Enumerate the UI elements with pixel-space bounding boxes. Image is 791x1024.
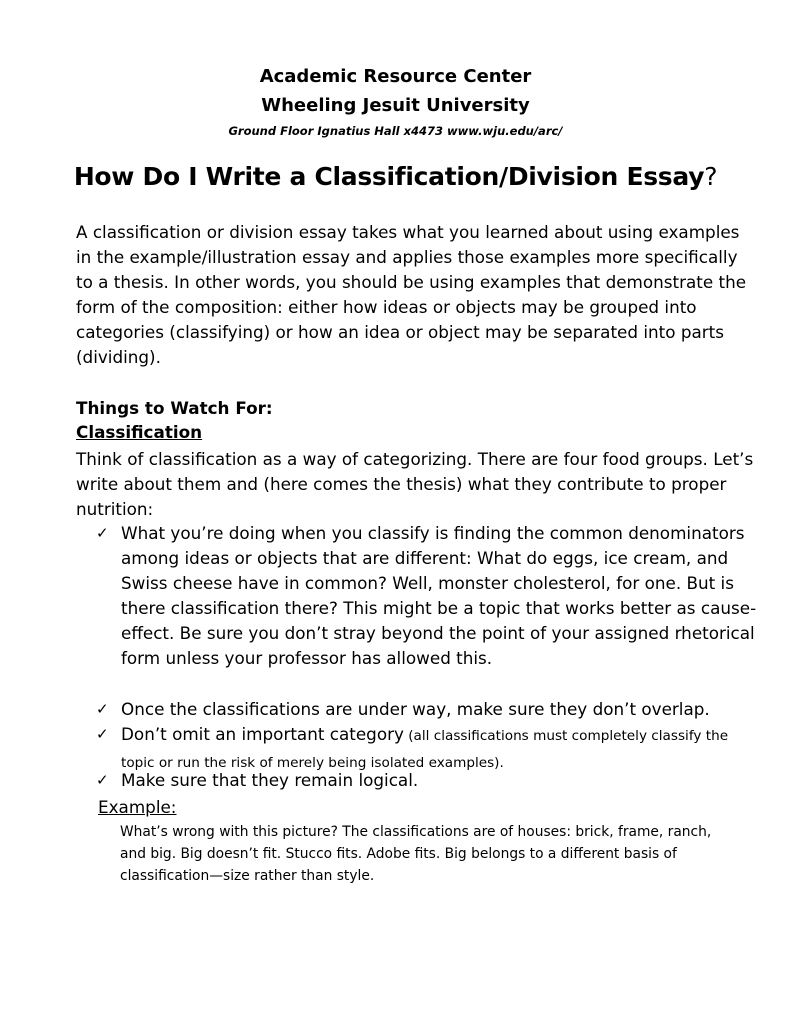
bullet-item-4: Make sure that they remain logical. [121, 770, 419, 790]
title-question-mark: ? [704, 162, 718, 191]
classification-subheading: Classification [76, 422, 203, 442]
title-text: How Do I Write a Classification/Division Essay [73, 162, 705, 191]
example-text: What’s wrong with this picture? The classifications are of houses: brick, frame, ranch, and big. Big doesn’t fit. Stucco fits. Adobe fits. Big belongs to a different basis of classification—size rather than style. [120, 824, 712, 884]
page-title [0, 162, 791, 191]
classification-paragraph: Think of classification as a way of categorizing. There are four food groups. Let’s write about them and (here comes the thesis) what they contribute to proper nutrition: [76, 449, 754, 519]
checkmark-icon: ✓ [96, 725, 109, 743]
bullet-item-3-main: Don’t omit an important category [121, 724, 404, 744]
checkmark-icon: ✓ [96, 700, 109, 718]
contact-line: Ground Floor Ignatius Hall x4473 www.wju.edu/arc/ [228, 124, 563, 138]
bullet-item-1: What you’re doing when you classify is finding the common denominators among ideas or objects that are different: What do eggs, ice cream, and Swiss cheese have in common? Well, monster cholesterol, for one. But is there classification there? This might be a topic that works better as cause-effect. Be sure you don’t stray beyond the point of your assigned rhetorical form unless your professor has allowed this. [121, 523, 757, 668]
bullet-item-2: Once the classifications are under way, make sure they don’t overlap. [121, 699, 710, 719]
example-heading: Example: [98, 797, 177, 817]
checkmark-icon: ✓ [96, 771, 109, 789]
checkmark-icon: ✓ [96, 524, 109, 542]
section-heading: Things to Watch For: [76, 398, 273, 418]
university-name: Wheeling Jesuit University [261, 95, 530, 116]
bullet-item-3-note: (all classifications must completely classify the topic or run the risk of merely being isolated examples). [121, 728, 729, 771]
intro-paragraph: A classification or division essay takes what you learned about using examples in the example/illustration essay and applies those examples more specifically to a thesis. In other words, you should be using examples that demonstrate the form of the composition: either how ideas or objects may be grouped into categories (classifying) or how an idea or object may be separated into parts (dividing). [76, 222, 747, 367]
center-name: Academic Resource Center [259, 66, 532, 87]
